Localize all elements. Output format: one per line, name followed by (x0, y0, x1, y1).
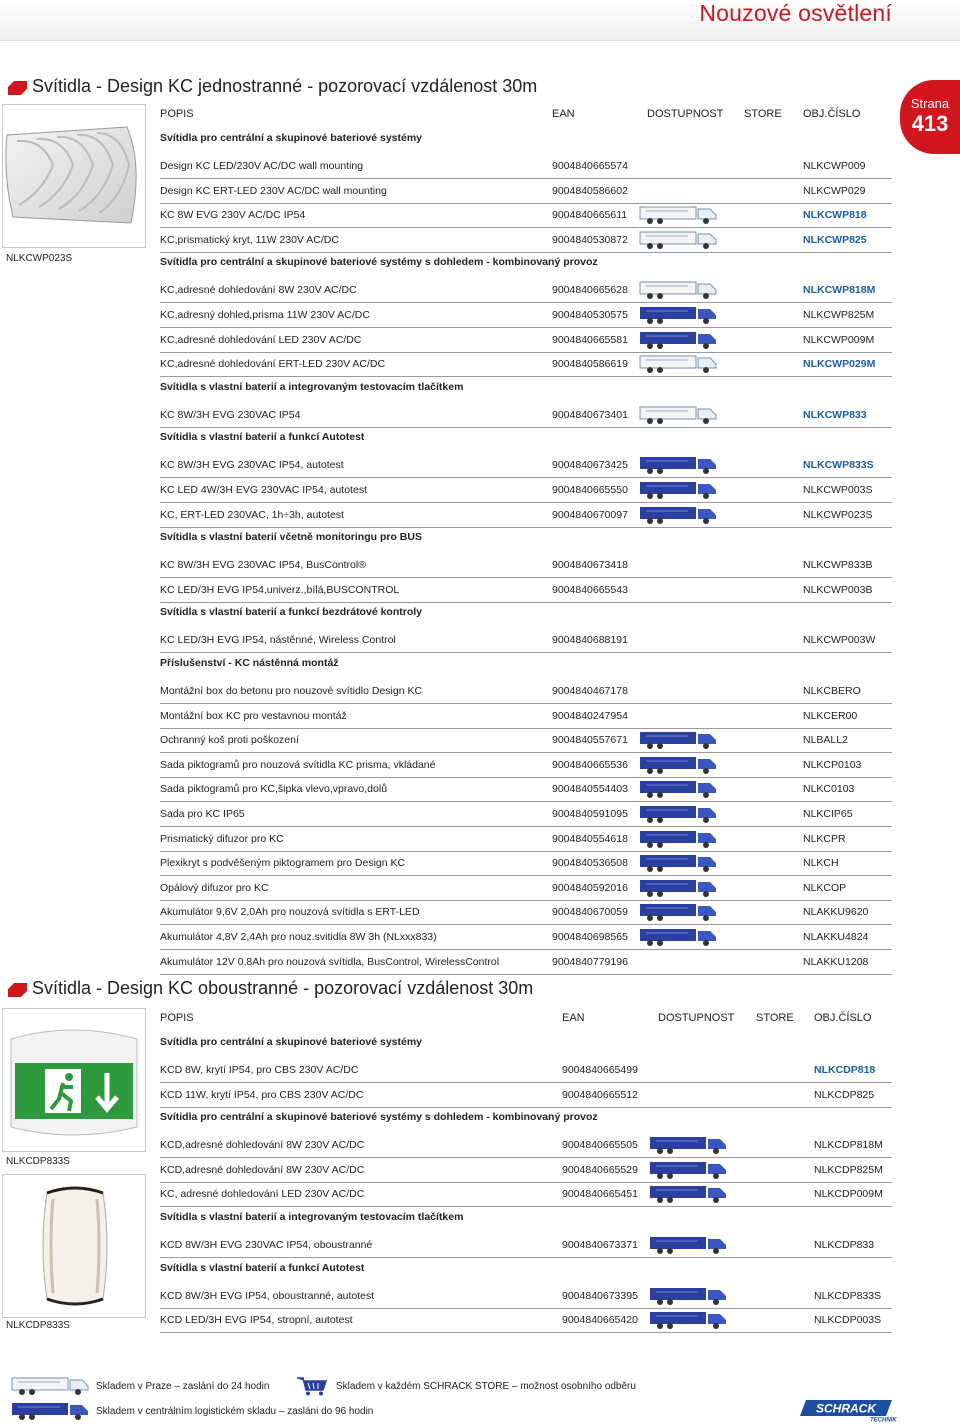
cell-popis: KC,adresné dohledování ERT-LED 230V AC/DC (160, 358, 386, 371)
truck-blue-icon (638, 829, 718, 849)
table-row[interactable] (160, 628, 892, 653)
truck-blue-icon (648, 1286, 728, 1306)
cell-ean: 9004840698565 (552, 931, 628, 943)
group-heading-label: Svítidla s vlastní baterií a funkcí Autotest (160, 1261, 365, 1274)
table-row[interactable] (160, 328, 892, 353)
table-row[interactable] (160, 704, 892, 729)
truck-blue-icon (648, 1184, 728, 1204)
truck-blue-icon (638, 455, 718, 475)
cell-order-number[interactable]: NLKCDP818 (814, 1064, 876, 1076)
cell-popis: KCD 8W/3H EVG IP54, oboustranné, autotest (160, 1289, 375, 1302)
cell-ean: 9004840586619 (552, 358, 628, 371)
cell-ean: 9004840665611 (552, 209, 628, 222)
cell-ean: 9004840554403 (552, 783, 628, 796)
cell-popis: Prismatický difuzor pro KC (160, 832, 284, 845)
cell-order-number[interactable]: NLKCWP833S (803, 459, 874, 472)
column-header-ean: EAN (562, 1012, 585, 1024)
group-heading-label: Svítidla s vlastní baterií a funkcí Autotest (160, 431, 365, 444)
truck-blue-icon (648, 1135, 728, 1155)
cell-popis: KC,adresný dohled,prisma 11W 230V AC/DC (160, 309, 370, 321)
truck-blue-icon (638, 480, 718, 500)
cell-order-number[interactable]: NLKCDP009M (814, 1188, 883, 1201)
truck-blue-icon (638, 927, 718, 947)
table-row[interactable] (160, 154, 892, 179)
cell-popis: Montážní box KC pro vestavnou montáž (160, 709, 347, 722)
page-tab[interactable] (900, 80, 960, 154)
cell-ean: 9004840665581 (552, 333, 628, 346)
cell-popis: Sada piktogramů pro KC,šipka vlevo,vpravo,dolů (160, 783, 388, 796)
cell-popis: KC LED/3H EVG IP54,univerz.,bílá,BUSCONTROL (160, 583, 400, 596)
cell-order-number[interactable]: NLKCDP833S (814, 1289, 882, 1302)
table-row[interactable] (160, 352, 892, 377)
cell-popis: Akumulátor 4,8V 2,4Ah pro nouz.svitidla 8W 3h (NLxxx833) (160, 931, 437, 943)
cell-ean: 9004840779196 (552, 955, 628, 968)
schrack-logo (800, 1400, 897, 1424)
cell-ean: 9004840673395 (562, 1289, 638, 1302)
page-tab-label: Strana (910, 96, 950, 111)
cell-popis: KC,adresné dohledování 8W 230V AC/DC (160, 284, 357, 297)
cell-popis: KC 8W/3H EVG 230VAC IP54, BusControl® (160, 559, 366, 572)
cell-order-number[interactable]: NLKCWP825M (803, 309, 875, 321)
cell-ean: 9004840586602 (552, 184, 628, 197)
cell-order-number[interactable]: NLKCH (803, 857, 839, 870)
cell-order-number[interactable]: NLKCBERO (803, 685, 861, 697)
cell-popis: KC, adresné dohledování LED 230V AC/DC (160, 1188, 365, 1201)
product-photo (2, 104, 146, 248)
cell-popis: Opálový difuzor pro KC (160, 881, 269, 894)
cell-ean: 9004840665451 (562, 1188, 638, 1201)
group-heading-label: Svítidla s vlastní baterií včetně monitoringu pro BUS (160, 531, 422, 544)
cell-order-number[interactable]: NLKC0103 (803, 783, 855, 796)
column-header-dostupnost: DOSTUPNOST (647, 108, 724, 120)
cell-order-number[interactable]: NLKCWP003W (803, 634, 876, 647)
cell-order-number[interactable]: NLKCDP825M (814, 1163, 883, 1176)
logo-text: SCHRACK (816, 1401, 876, 1416)
table-row[interactable] (160, 503, 892, 528)
column-header-popis: POPIS (160, 1012, 194, 1024)
cell-popis: KCD,adresné dohledování 8W 230V AC/DC (160, 1163, 365, 1176)
table-row[interactable] (160, 278, 892, 303)
cell-order-number[interactable]: NLKCDP818M (814, 1139, 883, 1152)
cell-ean: 9004840673371 (562, 1239, 638, 1251)
table-row[interactable] (160, 403, 892, 428)
cell-ean: 9004840665529 (562, 1163, 638, 1176)
cell-order-number[interactable]: NLKCIP65 (803, 808, 853, 820)
cell-ean: 9004840557671 (552, 734, 628, 747)
cell-order-number[interactable]: NLKCWP003B (803, 583, 873, 596)
group-heading (160, 252, 892, 274)
table-row[interactable] (160, 453, 892, 478)
section-title: Svítidla - Design KC oboustranné - pozorovací vzdálenost 30m (32, 978, 534, 998)
product-photo (2, 1174, 146, 1318)
cell-ean: 9004840665628 (552, 284, 628, 297)
cell-order-number[interactable]: NLAKKU4824 (803, 931, 869, 943)
product-photo (2, 1008, 146, 1152)
section-marker-icon (8, 983, 27, 997)
cell-order-number[interactable]: NLKCWP833B (803, 559, 873, 572)
cell-order-number[interactable]: NLAKKU9620 (803, 906, 869, 919)
cell-ean: 9004840467178 (552, 685, 628, 697)
cell-popis: Montážní box do betonu pro nouzové svítidlo Design KC (160, 685, 423, 697)
cell-ean: 9004840673401 (552, 408, 628, 421)
column-header-ean: EAN (552, 108, 575, 120)
group-heading (160, 1258, 892, 1280)
cell-popis: Ochranný koš proti poškození (160, 734, 299, 747)
column-header-store: STORE (756, 1012, 794, 1024)
table-row[interactable] (160, 925, 892, 950)
cell-ean: 9004840591095 (552, 808, 628, 820)
group-heading (160, 1207, 892, 1229)
cell-ean: 9004840665505 (562, 1139, 638, 1152)
truck-white-icon (638, 354, 718, 374)
cell-popis: Akumulátor 9,6V 2,0Ah pro nouzová svítidla s ERT-LED (160, 906, 420, 919)
table-row[interactable] (160, 827, 892, 852)
cell-order-number[interactable]: NLKCWP029 (803, 184, 866, 197)
cell-order-number[interactable]: NLKCDP003S (814, 1314, 882, 1327)
group-heading (160, 377, 892, 399)
column-header-popis: POPIS (160, 108, 194, 120)
column-header-dostupnost: DOSTUPNOST (658, 1012, 735, 1024)
table-row[interactable] (160, 179, 892, 204)
cell-ean: 9004840665420 (562, 1314, 638, 1327)
truck-blue-icon (638, 853, 718, 873)
column-header-store: STORE (744, 108, 782, 120)
cell-ean: 9004840665543 (552, 583, 628, 596)
table-row[interactable] (160, 553, 892, 578)
truck-blue-icon (638, 330, 718, 350)
table-row[interactable] (160, 753, 892, 778)
truck-blue-icon (638, 505, 718, 525)
cell-popis: Plexikryt s podvěšeným piktogramem pro Design KC (160, 857, 406, 870)
photo-code: NLKCDP833S (6, 1320, 70, 1331)
page-number: 413 (911, 111, 949, 136)
table-row[interactable] (160, 1133, 892, 1158)
truck-blue-icon (638, 755, 718, 775)
cell-order-number[interactable]: NLKCWP003S (803, 484, 873, 496)
cell-order-number[interactable]: NLKCWP009 (803, 160, 866, 172)
group-heading-label: Svítidla pro centrální a skupinové bateriové systémy (160, 1036, 423, 1048)
table-row[interactable] (160, 777, 892, 802)
truck-white-icon (638, 405, 718, 425)
cell-popis: KCD 11W, krytí IP54, pro CBS 230V AC/DC (160, 1088, 364, 1101)
cell-ean: 9004840673418 (552, 559, 628, 572)
table-row[interactable] (160, 876, 892, 901)
cell-popis: KCD,adresné dohledování 8W 230V AC/DC (160, 1139, 365, 1152)
cell-order-number[interactable]: NLKCWP029M (803, 358, 876, 371)
truck-blue-icon (648, 1310, 728, 1330)
cell-ean: 9004840673425 (552, 459, 628, 472)
cell-order-number[interactable]: NLKCOP (803, 881, 847, 894)
truck-blue-icon (638, 902, 718, 922)
cell-ean: 9004840665574 (552, 160, 628, 172)
table-row[interactable] (160, 1182, 892, 1207)
truck-blue-icon (638, 804, 718, 824)
table-row[interactable] (160, 1233, 892, 1258)
group-heading (160, 128, 892, 150)
cell-ean: 9004840592016 (552, 881, 628, 894)
truck-white-icon (638, 280, 718, 300)
group-heading-label: Svítidla pro centrální a skupinové bateriové systémy s dohledem - kombinovaný provoz (160, 256, 598, 269)
group-heading (160, 527, 892, 549)
cell-popis: KCD LED/3H EVG IP54, stropní, autotest (160, 1314, 353, 1327)
photo-code: NLKCDP833S (6, 1156, 70, 1167)
cell-order-number[interactable]: NLKCWP825 (803, 233, 867, 246)
legend-text-prague: Skladem v Praze – zaslání do 24 hodin (96, 1381, 270, 1392)
column-header-obj: OBJ.ČÍSLO (803, 108, 861, 120)
legend-text-store: Skladem v každém SCHRACK STORE – možnost osobního odběru (336, 1381, 636, 1392)
cell-popis: Sada pro KC IP65 (160, 808, 245, 820)
cell-order-number[interactable]: NLKCER00 (803, 709, 858, 722)
table-row[interactable] (160, 1083, 892, 1108)
logo-sub: TECHNIK (870, 1417, 897, 1424)
truck-blue-icon (10, 1401, 90, 1421)
table-row[interactable] (160, 303, 892, 328)
table-row[interactable] (160, 851, 892, 876)
table-header (160, 1012, 892, 1028)
group-heading (160, 1032, 892, 1054)
truck-blue-icon (638, 730, 718, 750)
cell-order-number[interactable]: NLKCWP023S (803, 508, 873, 521)
section-title: Svítidla - Design KC jednostranné - pozorovací vzdálenost 30m (32, 76, 538, 96)
table-row[interactable] (160, 728, 892, 753)
cell-popis: Design KC ERT-LED 230V AC/DC wall mounting (160, 184, 387, 197)
table-row[interactable] (160, 1058, 892, 1083)
truck-white-icon (10, 1376, 90, 1396)
cell-popis: Sada piktogramů pro nouzová svítidla KC prisma, vkládané (160, 758, 436, 771)
section-marker-icon (8, 81, 27, 95)
truck-blue-icon (638, 779, 718, 799)
cell-ean: 9004840536508 (552, 857, 628, 870)
cell-ean: 9004840670097 (552, 508, 628, 521)
table-row[interactable] (160, 228, 892, 253)
group-heading (160, 653, 892, 675)
cell-order-number[interactable]: NLBALL2 (803, 734, 848, 747)
cell-order-number[interactable]: NLKCP0103 (803, 758, 862, 771)
cell-ean: 9004840554618 (552, 832, 628, 845)
table-header (160, 108, 892, 124)
cell-ean: 9004840670059 (552, 906, 628, 919)
cell-popis: KC 8W/3H EVG 230VAC IP54 (160, 408, 301, 421)
table-row[interactable] (160, 950, 892, 975)
legend-text-central: Skladem v centrálním logistickém skladu – zasláni do 96 hodin (96, 1406, 374, 1417)
column-header-obj: OBJ.ČÍSLO (814, 1012, 872, 1024)
group-heading-label: Svítidla s vlastní baterií a integrovaným testovacím tlačítkem (160, 1211, 464, 1223)
group-heading (160, 427, 892, 449)
truck-blue-icon (638, 878, 718, 898)
cell-ean: 9004840247954 (552, 709, 628, 722)
group-heading (160, 1107, 892, 1129)
cell-popis: KC 8W/3H EVG 230VAC IP54, autotest (160, 459, 344, 472)
cell-popis: KCD 8W, krytí IP54, pro CBS 230V AC/DC (160, 1064, 359, 1076)
cell-popis: Akumulátor 12V 0,8Ah pro nouzová svítidla, BusControl, WirelessControl (160, 955, 500, 968)
group-heading (160, 602, 892, 624)
cell-order-number[interactable]: NLKCWP833 (803, 408, 867, 421)
group-heading-label: Svítidla s vlastní baterií a funkcí bezdrátové kontroly (160, 606, 422, 619)
cell-popis: KCD 8W/3H EVG 230VAC IP54, oboustranné (160, 1239, 373, 1251)
cell-order-number[interactable]: NLKCWP009M (803, 333, 875, 346)
cell-ean: 9004840530872 (552, 233, 628, 246)
cell-popis: KC, ERT-LED 230VAC, 1h÷3h, autotest (160, 508, 344, 521)
cell-order-number[interactable]: NLKCDP833 (814, 1239, 875, 1251)
group-heading-label: Svítidla pro centrální a skupinové bateriové systémy (160, 132, 423, 144)
cell-order-number[interactable]: NLKCWP818M (803, 284, 876, 297)
table-row[interactable] (160, 802, 892, 827)
cell-popis: Design KC LED/230V AC/DC wall mounting (160, 160, 364, 172)
cell-order-number[interactable]: NLKCDP825 (814, 1088, 875, 1101)
cell-popis: KC,adresné dohledování LED 230V AC/DC (160, 333, 362, 346)
truck-blue-icon (648, 1160, 728, 1180)
cell-ean: 9004840665550 (552, 484, 628, 496)
cell-order-number[interactable]: NLKCWP818 (803, 209, 867, 222)
truck-blue-icon (638, 305, 718, 325)
cell-ean: 9004840665512 (562, 1088, 638, 1101)
group-heading-label: Svítidla s vlastní baterií a integrovaným testovacím tlačítkem (160, 380, 464, 393)
cell-ean: 9004840665536 (552, 758, 628, 771)
table-row[interactable] (160, 1284, 892, 1309)
cell-ean: 9004840665499 (562, 1064, 638, 1076)
cell-order-number[interactable]: NLAKKU1208 (803, 955, 869, 968)
table-row[interactable] (160, 1308, 892, 1333)
table-row[interactable] (160, 679, 892, 704)
cell-popis: KC,prismatický kryt, 11W 230V AC/DC (160, 233, 339, 246)
table-row[interactable] (160, 900, 892, 925)
group-heading-label: Svítidla pro centrální a skupinové bateriové systémy s dohledem - kombinovaný provoz (160, 1111, 598, 1124)
cart-icon (296, 1376, 328, 1396)
page-title: Nouzové osvětlení (699, 0, 892, 26)
cell-order-number[interactable]: NLKCPR (803, 832, 846, 845)
cell-ean: 9004840688191 (552, 634, 628, 647)
truck-white-icon (638, 230, 718, 250)
cell-popis: KC LED/3H EVG IP54, nástěnné, Wireless Control (160, 634, 396, 647)
truck-blue-icon (648, 1235, 728, 1255)
table-row[interactable] (160, 578, 892, 603)
cell-ean: 9004840530575 (552, 309, 628, 321)
photo-code: NLKCWP023S (6, 253, 73, 264)
cell-popis: KC LED 4W/3H EVG 230VAC IP54, autotest (160, 484, 367, 496)
table-row[interactable] (160, 478, 892, 503)
table-row[interactable] (160, 1158, 892, 1183)
group-heading-label: Příslušenství - KC nástěnná montáž (160, 657, 339, 669)
cell-popis: KC 8W EVG 230V AC/DC IP54 (160, 209, 306, 222)
table-row[interactable] (160, 203, 892, 228)
truck-white-icon (638, 205, 718, 225)
